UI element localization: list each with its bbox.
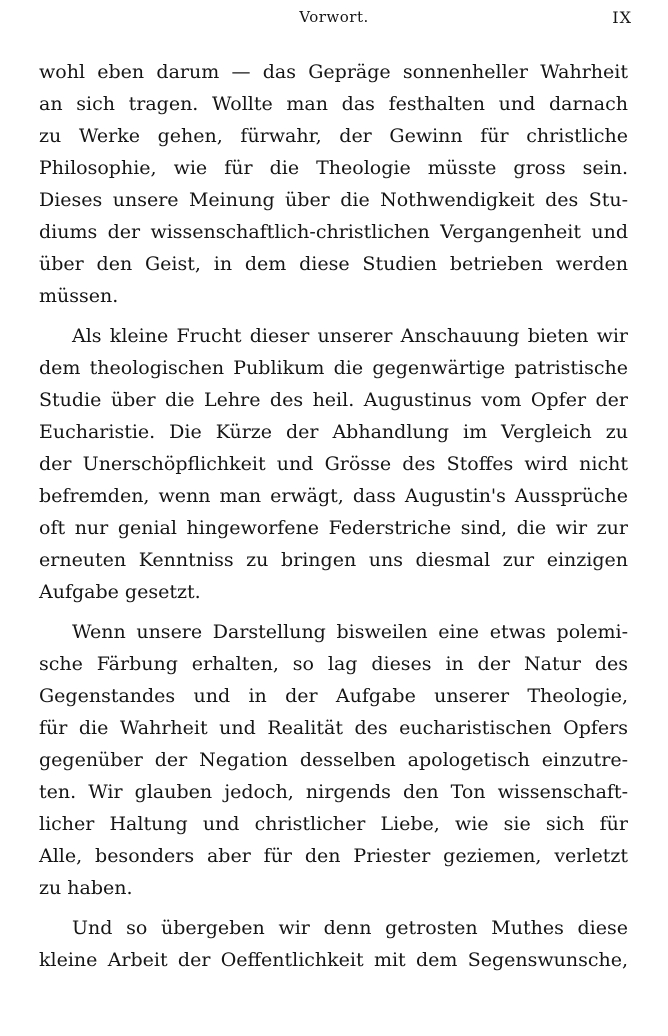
text-line: zu Werke gehen, fürwahr, der Gewinn für christliche [39, 125, 628, 147]
text-line: der Unerschöpflichkeit und Grösse des Stoffes wird nicht [39, 453, 628, 475]
text-line: Eucharistie. Die Kürze der Abhandlung im Vergleich zu [39, 421, 628, 443]
text-line: sche Färbung erhalten, so lag dieses in der Natur des [39, 653, 628, 675]
text-line: oft nur genial hingeworfene Federstriche sind, die wir zur [39, 517, 628, 539]
text-line: müssen. [39, 285, 119, 307]
page-number: IX [612, 8, 632, 27]
text-line: dem theologischen Publikum die gegenwärtige patristische [39, 357, 628, 379]
running-head-title: Vorwort. [299, 8, 369, 26]
text-line: an sich tragen. Wollte man das festhalten und darnach [39, 93, 628, 115]
text-line: kleine Arbeit der Oeffentlichkeit mit dem Segenswunsche, [39, 949, 628, 971]
text-line: zu haben. [39, 877, 133, 899]
text-line: über den Geist, in dem diese Studien betrieben werden [39, 253, 628, 275]
running-head [0, 8, 668, 32]
text-line: Gegenstandes und in der Aufgabe unserer Theologie, [39, 685, 628, 707]
text-line: diums der wissenschaftlich-christlichen Vergangenheit und [39, 221, 628, 243]
text-line: licher Haltung und christlicher Liebe, wie sie sich für [39, 813, 628, 835]
text-line: für die Wahrheit und Realität des eucharistischen Opfers [39, 717, 628, 739]
text-line: Aufgabe gesetzt. [39, 581, 201, 603]
text-line: Alle, besonders aber für den Priester geziemen, verletzt [39, 845, 628, 867]
text-line: Studie über die Lehre des heil. Augustinus vom Opfer der [39, 389, 628, 411]
text-line: Als kleine Frucht dieser unserer Anschauung bieten wir [72, 325, 628, 347]
text-line: Dieses unsere Meinung über die Nothwendigkeit des Stu- [39, 189, 628, 211]
text-line: Und so übergeben wir denn getrosten Muthes diese [72, 917, 628, 939]
text-line: erneuten Kenntniss zu bringen uns diesmal zur einzigen [39, 549, 628, 571]
text-line: befremden, wenn man erwägt, dass Augustin's Aussprüche [39, 485, 628, 507]
text-line: Philosophie, wie für die Theologie müsste gross sein. [39, 157, 628, 179]
text-line: Wenn unsere Darstellung bisweilen eine etwas polemi- [72, 621, 628, 643]
text-line: wohl eben darum — das Gepräge sonnenheller Wahrheit [39, 61, 628, 83]
text-line: gegenüber der Negation desselben apologetisch einzutre- [39, 749, 628, 771]
text-line: ten. Wir glauben jedoch, nirgends den Ton wissenschaft- [39, 781, 628, 803]
